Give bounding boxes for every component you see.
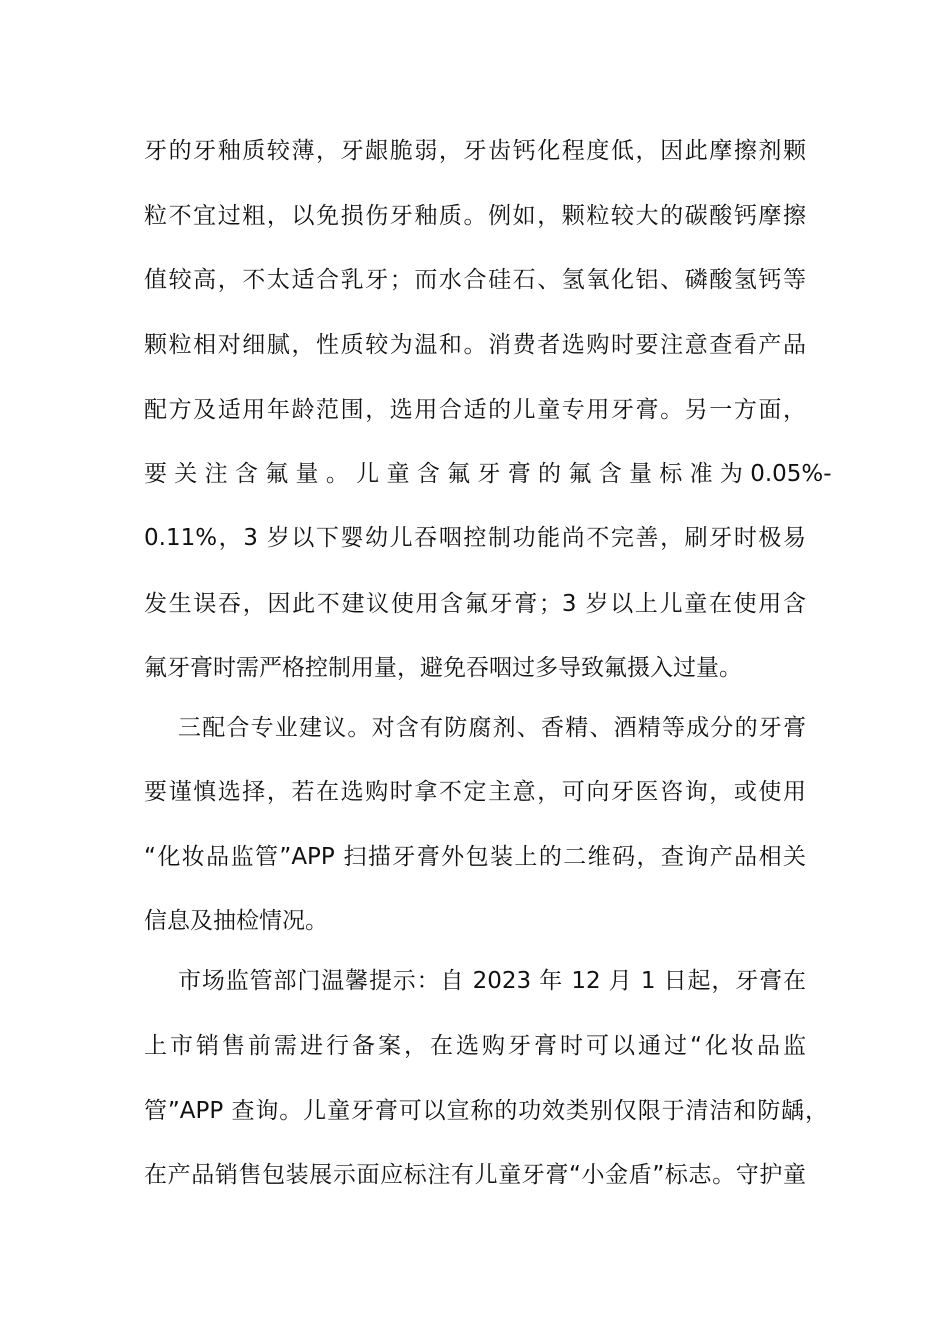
text-line-4: 颗粒相对细腻，性质较为温和。消费者选购时要注意查看产品 bbox=[144, 332, 806, 358]
text-line-15: 上市销售前需进行备案，在选购牙膏时可以通过“化妆品监 bbox=[144, 1033, 806, 1059]
text-line-13: 信息及抽检情况。 bbox=[144, 908, 328, 934]
text-line-2: 粒不宜过粗，以免损伤牙釉质。例如，颗粒较大的碳酸钙摩擦 bbox=[144, 203, 806, 229]
text-line-7: 0.11%，3 岁以下婴幼儿吞咽控制功能尚不完善，刷牙时极易 bbox=[144, 525, 806, 551]
text-line-3: 值较高，不太适合乳牙；而水合硅石、氢氧化铝、磷酸氢钙等 bbox=[144, 267, 806, 293]
text-line-8: 发生误吞，因此不建议使用含氟牙膏；3 岁以上儿童在使用含 bbox=[144, 591, 806, 617]
text-line-17: 在产品销售包装展示面应标注有儿童牙膏“小金盾”标志。守护童 bbox=[144, 1162, 806, 1188]
text-line-5: 配方及适用年龄范围，选用合适的儿童专用牙膏。另一方面， bbox=[144, 397, 806, 423]
text-line-16: 管”APP 查询。儿童牙膏可以宣称的功效类别仅限于清洁和防龋， bbox=[144, 1098, 828, 1124]
text-line-14: 市场监管部门温馨提示：自 2023 年 12 月 1 日起，牙膏在 bbox=[178, 968, 806, 994]
text-line-12: “化妆品监管”APP 扫描牙膏外包装上的二维码，查询产品相关 bbox=[144, 844, 806, 870]
text-line-6: 要 关 注 含 氟 量 。 儿 童 含 氟 牙 膏 的 氟 含 量 标 准 为 0.05%- bbox=[144, 461, 832, 487]
text-line-10: 三配合专业建议。对含有防腐剂、香精、酒精等成分的牙膏 bbox=[178, 715, 806, 741]
text-line-1: 牙的牙釉质较薄，牙龈脆弱，牙齿钙化程度低，因此摩擦剂颗 bbox=[144, 138, 806, 164]
text-line-11: 要谨慎选择，若在选购时拿不定主意，可向牙医咨询，或使用 bbox=[144, 779, 806, 805]
text-line-9: 氟牙膏时需严格控制用量，避免吞咽过多导致氟摄入过量。 bbox=[144, 655, 742, 681]
